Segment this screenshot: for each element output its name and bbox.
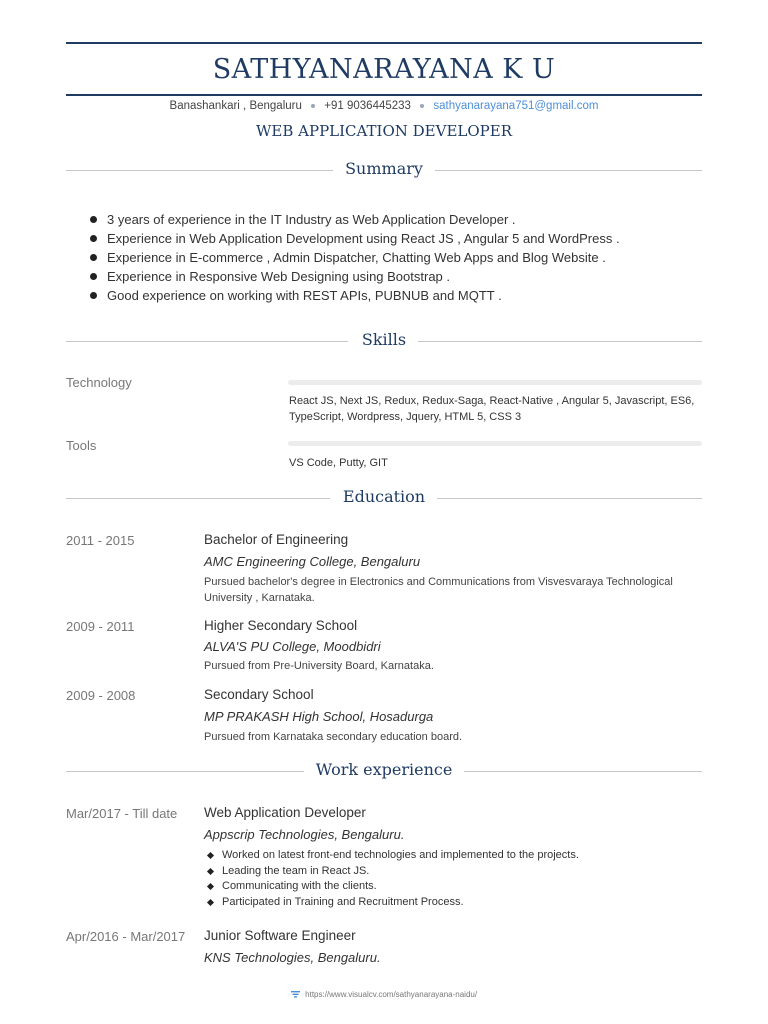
section-header-skills: [66, 330, 702, 354]
section-title: Summary: [333, 159, 435, 178]
separator-dot-icon: [420, 104, 424, 108]
footer-url-link[interactable]: https://www.visualcv.com/sathyanarayana-naidu/: [305, 990, 478, 999]
education-description: Pursued from Karnataka secondary education board.: [204, 731, 463, 743]
work-company: KNS Technologies, Bengaluru.: [204, 950, 381, 965]
work-title: Web Application Developer: [204, 805, 366, 820]
education-date: 2011 - 2015: [66, 533, 135, 548]
summary-list: [90, 210, 710, 305]
skill-text-tools: VS Code, Putty, GIT: [289, 457, 388, 469]
work-point: Worked on latest front-end technologies and implemented to the projects.: [206, 848, 579, 864]
job-title: WEB APPLICATION DEVELOPER: [255, 122, 513, 140]
education-title: Higher Secondary School: [204, 618, 358, 633]
education-institution: MP PRAKASH High School, Hosadurga: [204, 709, 434, 724]
summary-item: Good experience on working with REST APIs, PUBNUB and MQTT .: [90, 286, 710, 305]
work-date: Mar/2017 - Till date: [66, 806, 178, 821]
education-date: 2009 - 2008: [66, 688, 136, 703]
contact-line: [0, 100, 768, 112]
skill-label-tools: Tools: [66, 438, 97, 453]
work-responsibilities: [206, 848, 579, 911]
skill-label-technology: Technology: [66, 375, 132, 390]
section-title: Work experience: [304, 760, 465, 779]
work-date: Apr/2016 - Mar/2017: [66, 929, 186, 944]
education-institution: ALVA'S PU College, Moodbidri: [204, 639, 381, 654]
work-title: Junior Software Engineer: [204, 928, 356, 943]
separator-dot-icon: [311, 104, 315, 108]
email-link[interactable]: sathyanarayana751@gmail.com: [433, 100, 599, 112]
education-title: Bachelor of Engineering: [204, 532, 349, 547]
section-header-summary: [66, 159, 702, 183]
location-text: Banashankari , Bengaluru: [169, 100, 302, 112]
header-top-rule: [66, 42, 702, 44]
candidate-name: SATHYANARAYANA K U: [212, 54, 556, 85]
summary-item: Experience in Web Application Development using React JS , Angular 5 and WordPress .: [90, 229, 710, 248]
work-company: Appscrip Technologies, Bengaluru.: [204, 827, 405, 842]
summary-item: Experience in Responsive Web Designing using Bootstrap .: [90, 267, 710, 286]
education-description: Pursued from Pre-University Board, Karnataka.: [204, 660, 434, 672]
footer: [0, 990, 768, 999]
section-title: Education: [331, 487, 437, 506]
education-description: Pursued bachelor's degree in Electronics and Communications from Visvesvaraya Technological University , Karnataka.: [204, 576, 673, 604]
header-bottom-rule: [66, 94, 702, 96]
work-point: Leading the team in React JS.: [206, 864, 579, 880]
education-institution: AMC Engineering College, Bengaluru: [204, 554, 421, 569]
skill-bar: [288, 380, 702, 385]
phone-text: +91 9036445233: [324, 100, 411, 112]
summary-item: 3 years of experience in the IT Industry as Web Application Developer .: [90, 210, 710, 229]
section-title: Skills: [350, 330, 418, 349]
education-title: Secondary School: [204, 687, 314, 702]
skill-text-technology: React JS, Next JS, Redux, Redux-Saga, React-Native , Angular 5, Javascript, ES6, TypeScript, Wordpress, Jquery, HTML 5, CSS 3: [289, 395, 695, 423]
skill-bar: [288, 441, 702, 446]
summary-item: Experience in E-commerce , Admin Dispatcher, Chatting Web Apps and Blog Website .: [90, 248, 710, 267]
work-point: Communicating with the clients.: [206, 879, 579, 895]
section-header-work-experience: [66, 760, 702, 784]
visualcv-logo-icon: [291, 991, 300, 998]
education-date: 2009 - 2011: [66, 619, 135, 634]
section-header-education: [66, 487, 702, 511]
work-point: Participated in Training and Recruitment Process.: [206, 895, 579, 911]
